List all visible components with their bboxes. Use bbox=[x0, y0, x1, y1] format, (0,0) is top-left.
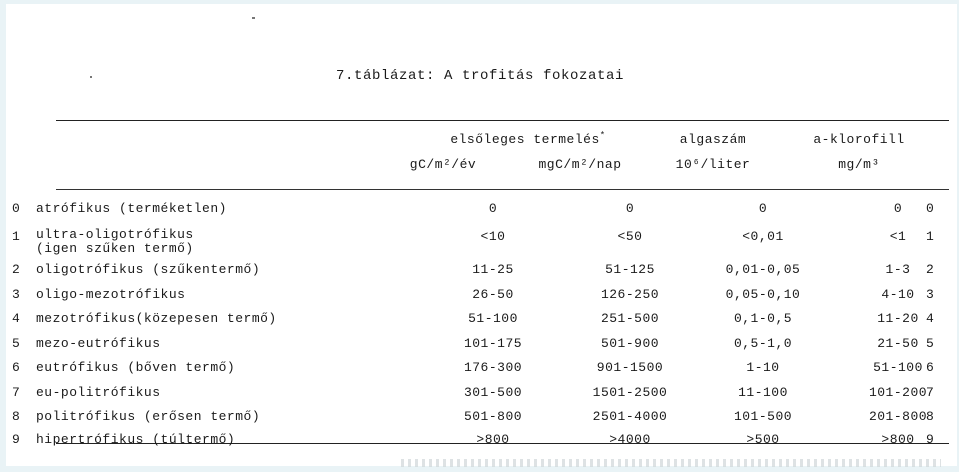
table-title: 7.táblázat: A trofitás fokozatai bbox=[336, 68, 625, 84]
row-number: 9 bbox=[12, 432, 21, 447]
row-number: 5 bbox=[12, 336, 21, 351]
row-category: ultra-oligotrófikus bbox=[36, 227, 194, 242]
row-algae-count: 0 bbox=[758, 201, 768, 216]
row-chlorophyll: 201-800 bbox=[868, 409, 928, 424]
scan-speck bbox=[252, 17, 255, 19]
row-category: eutrófikus (bőven termő) bbox=[36, 360, 236, 375]
row-category: oligotrófikus (szűkentermő) bbox=[36, 262, 261, 277]
row-category: politrófikus (erősen termő) bbox=[36, 409, 261, 424]
row-number-right: 6 bbox=[926, 360, 935, 375]
row-mgc-per-day: 1501-2500 bbox=[592, 385, 668, 400]
row-number: 2 bbox=[12, 262, 21, 277]
row-algae-count: >500 bbox=[746, 432, 780, 447]
row-number-right: 3 bbox=[926, 287, 935, 302]
row-algae-count: 11-100 bbox=[738, 385, 788, 400]
row-chlorophyll: >800 bbox=[881, 432, 915, 447]
row-algae-count: 0,05-0,10 bbox=[725, 287, 801, 302]
row-gc-per-year: >800 bbox=[476, 432, 510, 447]
row-gc-per-year: 301-500 bbox=[463, 385, 523, 400]
row-mgc-per-day: 126-250 bbox=[600, 287, 660, 302]
row-mgc-per-day: >4000 bbox=[609, 432, 651, 447]
row-chlorophyll: 4-10 bbox=[881, 287, 915, 302]
row-gc-per-year: 101-175 bbox=[463, 336, 523, 351]
row-number-right: 8 bbox=[926, 409, 935, 424]
header-algae: algaszám bbox=[679, 132, 747, 147]
document-page bbox=[6, 4, 957, 466]
row-number: 8 bbox=[12, 409, 21, 424]
row-category: hipertrófikus (túltermő) bbox=[36, 432, 236, 447]
scan-speck bbox=[90, 76, 92, 78]
header-chlorophyll: a-klorofill bbox=[813, 132, 905, 147]
row-mgc-per-day: <50 bbox=[617, 229, 643, 244]
row-mgc-per-day: 2501-4000 bbox=[592, 409, 668, 424]
row-number-right: 0 bbox=[926, 201, 935, 216]
row-number: 7 bbox=[12, 385, 21, 400]
row-chlorophyll: <1 bbox=[889, 229, 907, 244]
row-algae-count: 0,1-0,5 bbox=[733, 311, 793, 326]
row-algae-count: 101-500 bbox=[733, 409, 793, 424]
row-gc-per-year: 51-100 bbox=[468, 311, 518, 326]
header-unit-year: gC/m²/év bbox=[409, 157, 477, 172]
row-number-right: 2 bbox=[926, 262, 935, 277]
row-category: eu-politrófikus bbox=[36, 385, 161, 400]
row-mgc-per-day: 251-500 bbox=[600, 311, 660, 326]
row-algae-count: 0,01-0,05 bbox=[725, 262, 801, 277]
row-number-right: 4 bbox=[926, 311, 935, 326]
row-algae-count: 0,5-1,0 bbox=[733, 336, 793, 351]
row-algae-count: <0,01 bbox=[742, 229, 784, 244]
scan-artifact bbox=[401, 459, 941, 467]
row-gc-per-year: 501-800 bbox=[463, 409, 523, 424]
row-chlorophyll: 101-200 bbox=[868, 385, 928, 400]
header-chlorophyll-unit: mg/m³ bbox=[838, 157, 880, 172]
row-number: 4 bbox=[12, 311, 21, 326]
row-gc-per-year: <10 bbox=[480, 229, 506, 244]
row-chlorophyll: 11-20 bbox=[877, 311, 919, 326]
row-chlorophyll: 51-100 bbox=[873, 360, 923, 375]
header-unit-day: mgC/m²/nap bbox=[538, 157, 622, 172]
row-mgc-per-day: 51-125 bbox=[605, 262, 655, 277]
row-number-right: 5 bbox=[926, 336, 935, 351]
row-gc-per-year: 176-300 bbox=[463, 360, 523, 375]
row-chlorophyll: 1-3 bbox=[885, 262, 911, 277]
row-gc-per-year: 26-50 bbox=[472, 287, 514, 302]
row-number-right: 9 bbox=[926, 432, 935, 447]
row-category: mezo-eutrófikus bbox=[36, 336, 161, 351]
header-algae-unit: 10⁶/liter bbox=[675, 157, 751, 172]
row-mgc-per-day: 0 bbox=[625, 201, 635, 216]
row-number-right: 1 bbox=[926, 229, 935, 244]
header-divider bbox=[56, 189, 949, 190]
row-number-right: 7 bbox=[926, 385, 935, 400]
row-gc-per-year: 11-25 bbox=[472, 262, 514, 277]
row-number: 3 bbox=[12, 287, 21, 302]
row-category: atrófikus (terméketlen) bbox=[36, 201, 227, 216]
row-chlorophyll: 21-50 bbox=[877, 336, 919, 351]
row-category: oligo-mezotrófikus bbox=[36, 287, 186, 302]
row-category: mezotrófikus(közepesen termő) bbox=[36, 311, 277, 326]
row-mgc-per-day: 901-1500 bbox=[596, 360, 664, 375]
row-number: 0 bbox=[12, 201, 21, 216]
header-primary-production: elsőleges termelés* bbox=[450, 130, 606, 147]
row-category-continuation: (igen szűken termő) bbox=[36, 241, 194, 256]
row-gc-per-year: 0 bbox=[488, 201, 498, 216]
row-chlorophyll: 0 bbox=[893, 201, 903, 216]
row-number: 1 bbox=[12, 229, 21, 244]
row-number: 6 bbox=[12, 360, 21, 375]
row-algae-count: 1-10 bbox=[746, 360, 780, 375]
row-mgc-per-day: 501-900 bbox=[600, 336, 660, 351]
